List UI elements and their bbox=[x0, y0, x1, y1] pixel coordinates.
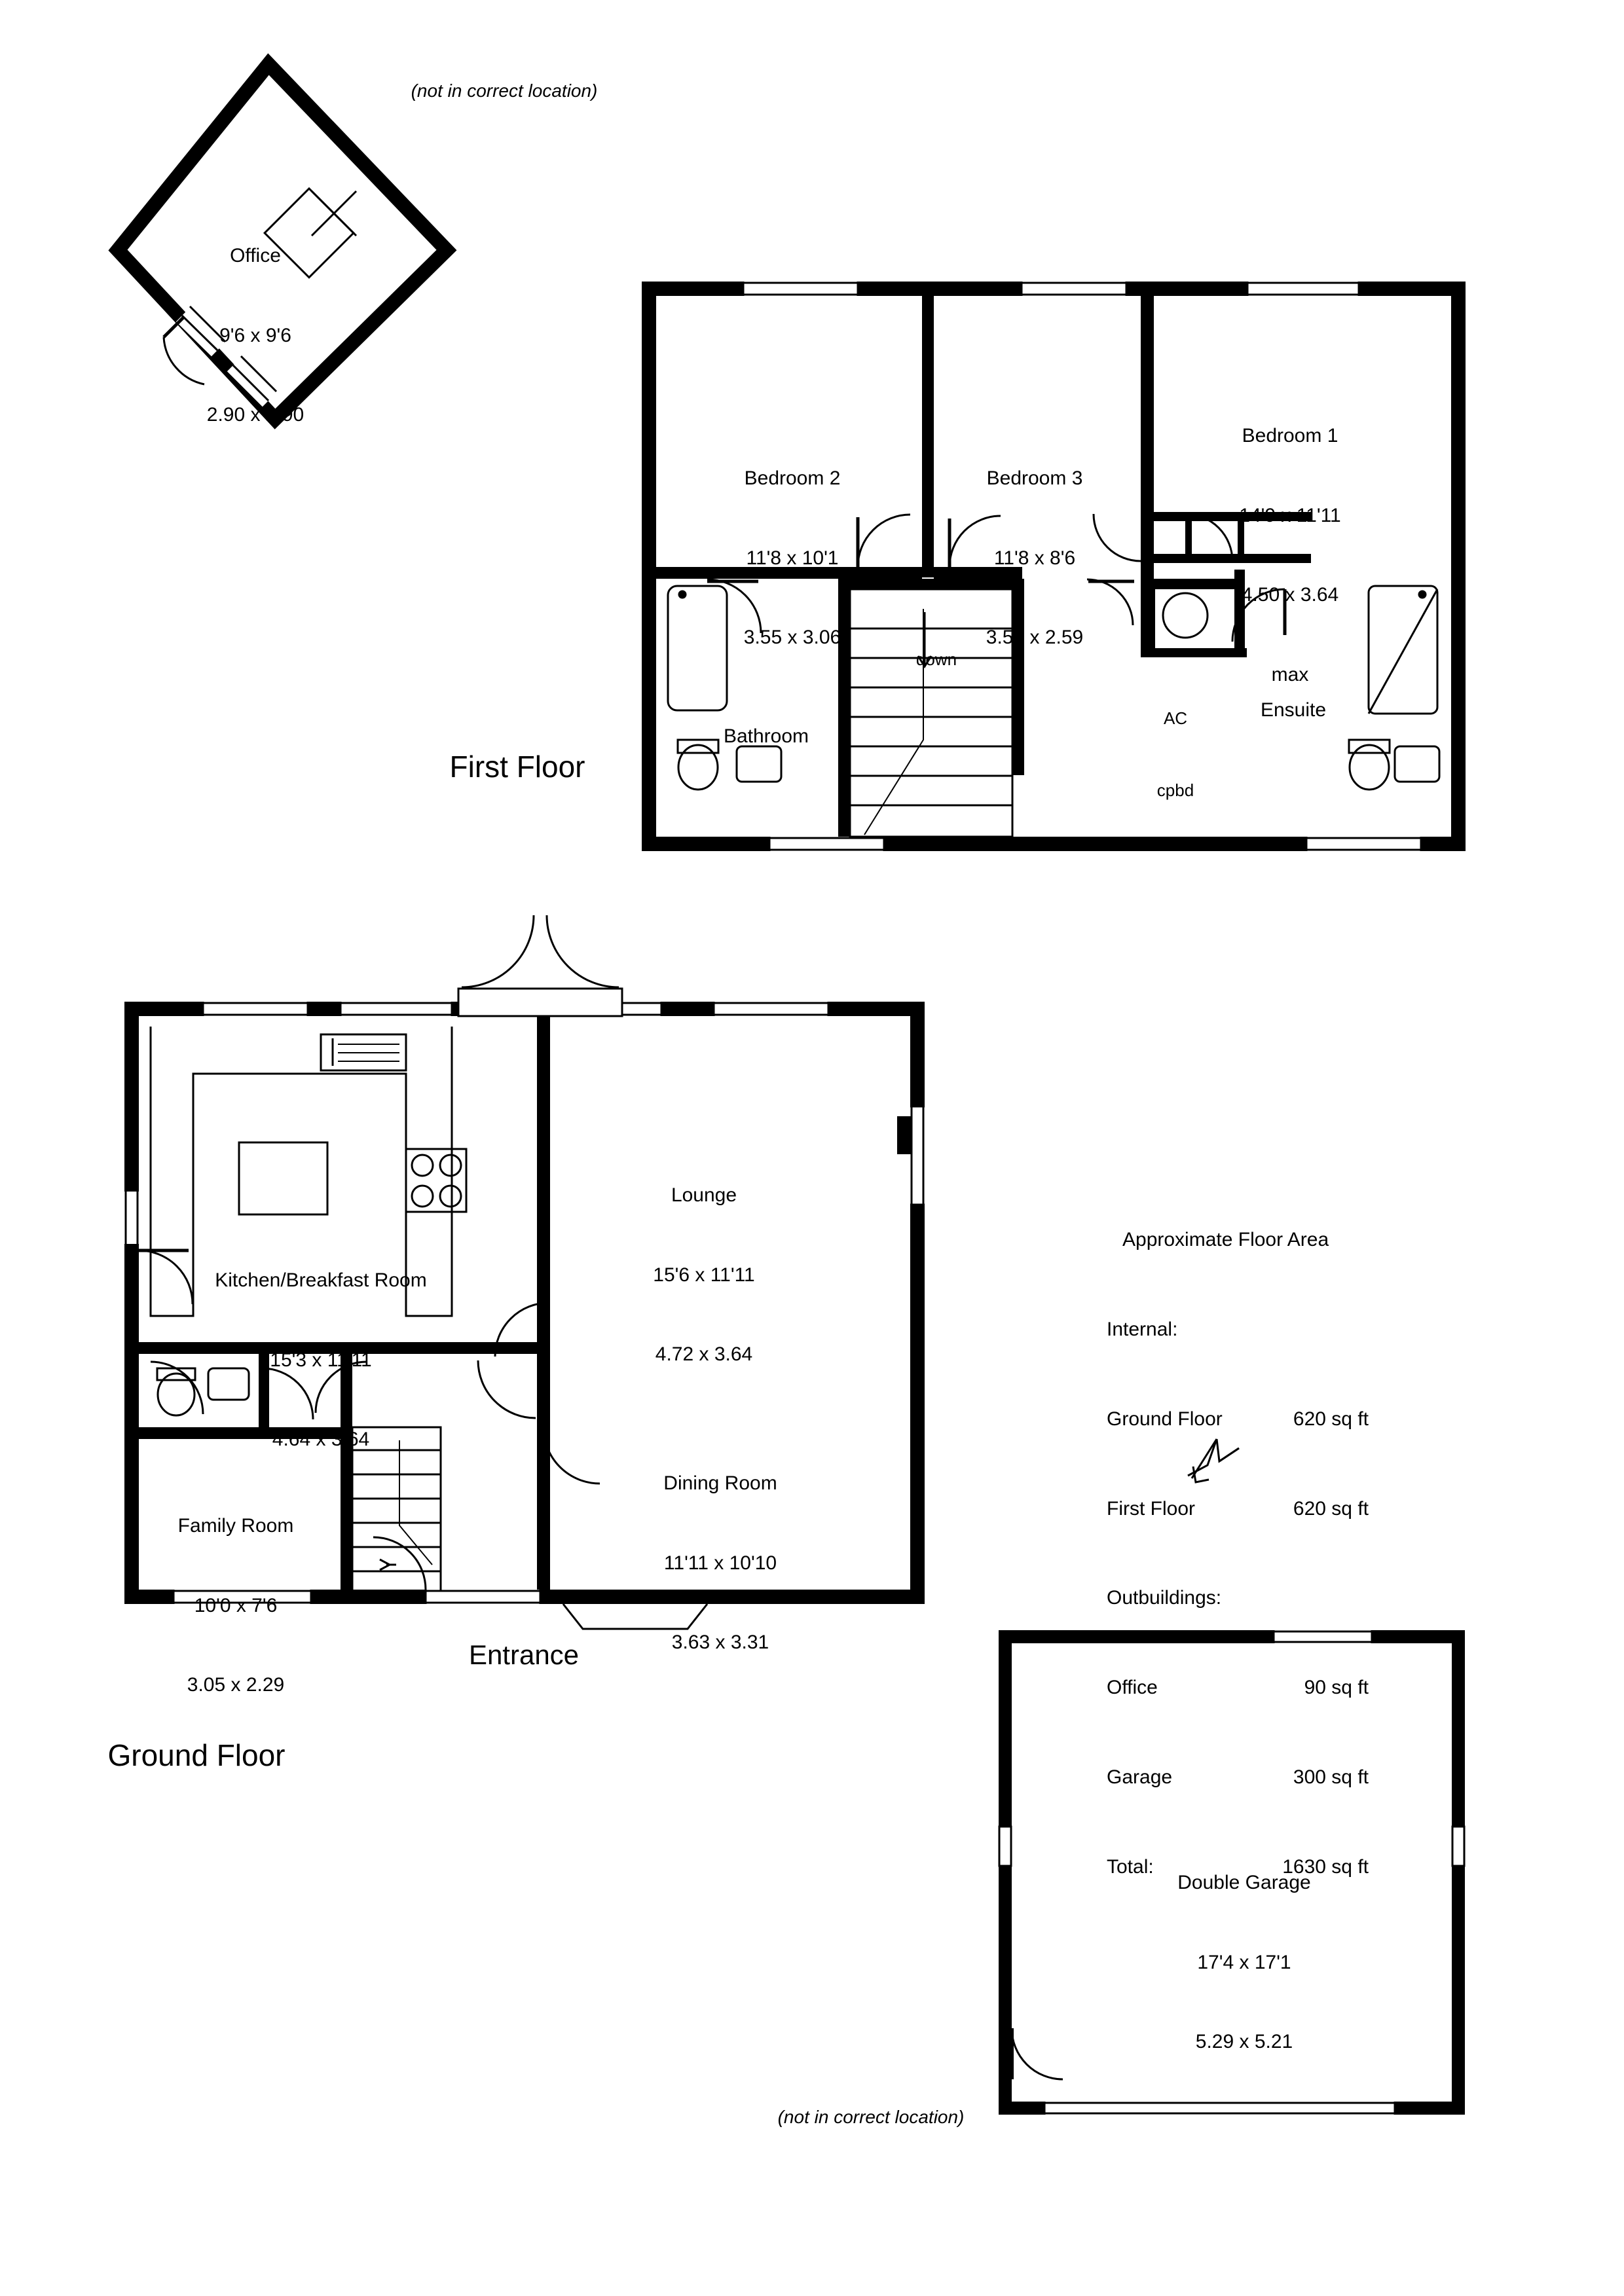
family-room-name: Family Room bbox=[177, 1515, 294, 1537]
area-row bbox=[1107, 1404, 1434, 1434]
area-value: 620 sq ft bbox=[1293, 1497, 1369, 1520]
office-imperial: 9'6 x 9'6 bbox=[219, 324, 291, 346]
area-value: 300 sq ft bbox=[1293, 1766, 1369, 1788]
lounge-metric: 4.72 x 3.64 bbox=[655, 1343, 753, 1365]
ensuite-label: Ensuite bbox=[1260, 699, 1327, 721]
bedroom-3-name: Bedroom 3 bbox=[986, 467, 1083, 489]
kitchen-imperial: 15'3 x 11'11 bbox=[270, 1349, 372, 1371]
garage-imperial: 17'4 x 17'1 bbox=[1197, 1951, 1291, 1973]
area-label: Garage bbox=[1107, 1766, 1173, 1788]
kitchen-metric: 4.64 x 3.64 bbox=[272, 1429, 370, 1450]
bedroom-1-label bbox=[1166, 370, 1414, 741]
bathroom-label: Bathroom bbox=[723, 725, 809, 747]
bedroom-2-name: Bedroom 2 bbox=[744, 467, 841, 489]
dining-room-name: Dining Room bbox=[663, 1472, 777, 1494]
area-panel-title: Approximate Floor Area bbox=[1122, 1229, 1329, 1251]
bedroom-2-imperial: 11'8 x 10'1 bbox=[746, 547, 839, 569]
garage-name: Double Garage bbox=[1177, 1872, 1311, 1893]
family-room-imperial: 10'0 x 7'6 bbox=[194, 1594, 278, 1616]
area-label: First Floor bbox=[1107, 1497, 1195, 1520]
dining-room-imperial: 11'11 x 10'10 bbox=[663, 1552, 777, 1574]
dining-room-metric: 3.63 x 3.31 bbox=[671, 1631, 769, 1653]
lounge-label bbox=[586, 1129, 822, 1421]
bedroom-1-metric: 4.50 x 3.64 bbox=[1241, 584, 1339, 606]
office-label bbox=[164, 190, 347, 482]
area-group-internal-heading: Internal: bbox=[1107, 1318, 1178, 1340]
bedroom-1-name: Bedroom 1 bbox=[1242, 425, 1338, 446]
ac-label: AC bbox=[1163, 708, 1188, 728]
area-label: Office bbox=[1107, 1677, 1158, 1699]
dining-room-label bbox=[596, 1417, 845, 1709]
garage-metric: 5.29 x 5.21 bbox=[1195, 2031, 1293, 2052]
area-label: Ground Floor bbox=[1107, 1408, 1223, 1430]
garage-location-note: (not in correct location) bbox=[777, 2107, 965, 2127]
kitchen-name: Kitchen/Breakfast Room bbox=[215, 1269, 427, 1291]
lounge-name: Lounge bbox=[671, 1184, 737, 1206]
area-value: 620 sq ft bbox=[1293, 1408, 1369, 1430]
bedroom-2-label bbox=[668, 412, 917, 704]
area-group-outbuildings-heading: Outbuildings: bbox=[1107, 1587, 1222, 1609]
area-label: Total: bbox=[1107, 1855, 1154, 1878]
area-value: 90 sq ft bbox=[1304, 1677, 1369, 1699]
office-metric: 2.90 x 2.90 bbox=[206, 404, 304, 426]
bedroom-1-imperial: 14'9 x 11'11 bbox=[1239, 504, 1341, 526]
cpbd-label: cpbd bbox=[1156, 780, 1194, 800]
family-room-metric: 3.05 x 2.29 bbox=[187, 1674, 285, 1696]
office-location-note: (not in correct location) bbox=[411, 81, 598, 101]
garage-label bbox=[1120, 1817, 1369, 2109]
family-room-label bbox=[118, 1460, 354, 1752]
bedroom-3-imperial: 11'8 x 8'6 bbox=[993, 547, 1076, 569]
north-arrow-icon bbox=[1179, 1427, 1257, 1506]
bedroom-2-metric: 3.55 x 3.06 bbox=[743, 627, 841, 648]
lounge-imperial: 15'6 x 11'11 bbox=[653, 1264, 755, 1286]
bedroom-3-metric: 3.55 x 2.59 bbox=[986, 627, 1084, 648]
bedroom-1-note: max bbox=[1271, 663, 1309, 685]
ground-floor-title: Ground Floor bbox=[107, 1738, 286, 1772]
office-name: Office bbox=[230, 245, 281, 266]
area-value: 1630 sq ft bbox=[1282, 1855, 1369, 1878]
first-floor-title: First Floor bbox=[449, 750, 585, 784]
down-label: down bbox=[915, 649, 957, 669]
entrance-label: Entrance bbox=[468, 1639, 580, 1670]
area-row bbox=[1107, 1494, 1434, 1524]
